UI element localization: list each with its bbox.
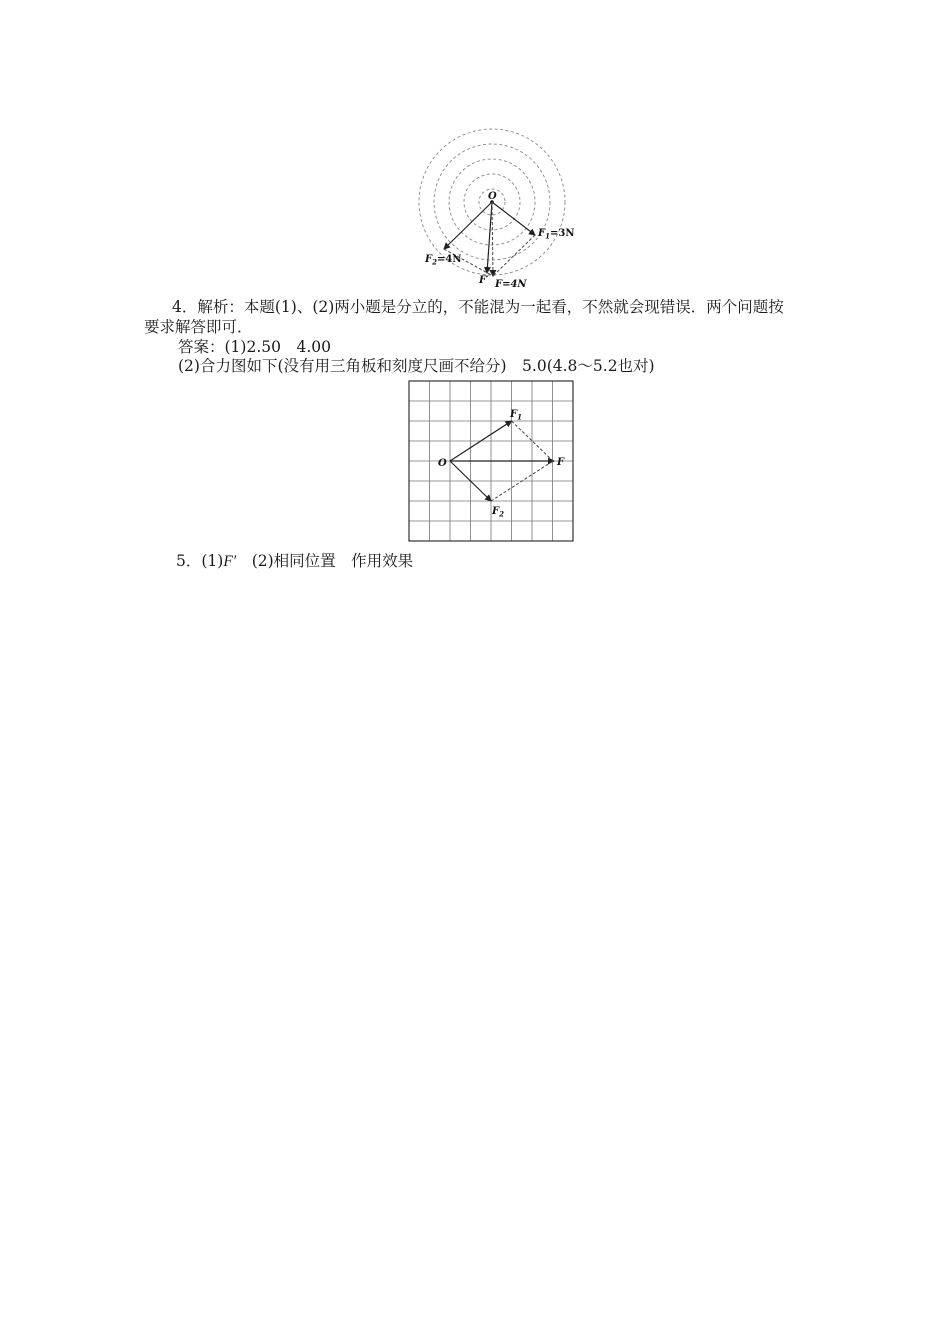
fprime-arrow [487,202,492,273]
answer-line-2: (2)合力图如下(没有用三角板和刻度尺画不给分) 5.0(4.8～5.2也对) [178,357,655,375]
analysis-line-2: 要求解答即可． [144,318,253,336]
force-grid-diagram [408,380,578,545]
force-grid-svg [408,380,578,545]
answer-5-fprime: F′ [223,553,237,570]
analysis-line-1: 4．解析：本题(1)、(2)两小题是分立的，不能混为一起看，不然就会现错误．两个问题按 [172,298,784,316]
f1-label: $F_1$ [510,409,522,422]
answer-5-rest: (2)相同位置 作用效果 [236,552,414,570]
f-label: F [557,457,565,468]
f2-label: $F_2$ [492,506,504,519]
answer-5-prefix: 5．(1) [176,552,224,570]
answer-line-1: 答案：(1)2.50 4.00 [178,338,331,356]
force-circle-svg [405,122,580,294]
origin-label: O [488,191,497,202]
f-dashed-arrow [492,202,493,276]
f2-label: $F_2=4N$ [425,254,462,267]
f-value-label: F=4N [495,279,527,290]
f2-arrow [444,202,492,249]
f1-label: $F_1=3N$ [538,228,575,241]
force-circle-diagram [405,122,580,294]
f1-arrow [492,202,535,235]
origin-label: O [438,458,447,469]
fprime-label: F′ [479,275,489,286]
answer-5 [176,551,413,572]
